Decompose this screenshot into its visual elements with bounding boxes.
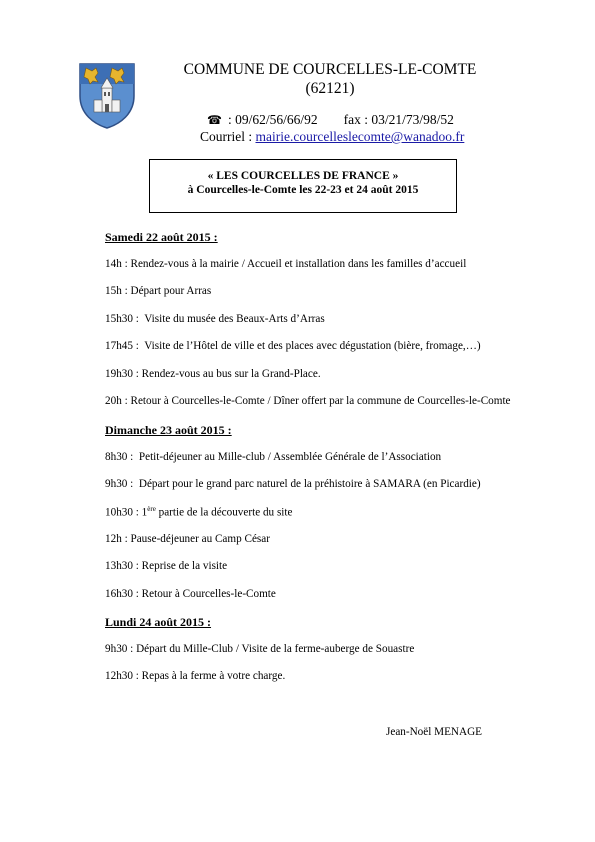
postcode: (62121) (305, 80, 355, 97)
schedule-item: 13h30 : Reprise de la visite (105, 560, 228, 572)
day-heading-saturday: Samedi 22 août 2015 : (105, 230, 218, 244)
day-heading-monday: Lundi 24 août 2015 : (105, 615, 212, 629)
schedule-item: 10h30 : 1ère partie de la découverte du site (105, 505, 293, 519)
fax-number: fax : 03/21/73/98/52 (343, 112, 454, 127)
schedule-item: 15h30 : Visite du musée des Beaux-Arts d’Arras (105, 313, 325, 325)
schedule-item: 12h : Pause-déjeuner au Camp César (105, 533, 270, 545)
email-line (200, 129, 464, 145)
event-subtitle: à Courcelles-le-Comte les 22-23 et 24 août 2015 (187, 184, 419, 196)
schedule-item: 9h30 : Départ du Mille-Club / Visite de la ferme-auberge de Souastre (105, 643, 415, 655)
event-title-box (149, 159, 457, 213)
schedule-item: 9h30 : Départ pour le grand parc naturel de la préhistoire à SAMARA (en Picardie) (105, 478, 481, 490)
schedule-item: 8h30 : Petit-déjeuner au Mille-club / Assemblée Générale de l’Association (105, 451, 442, 463)
commune-name: COMMUNE DE COURCELLES-LE-COMTE (183, 61, 477, 78)
coat-of-arms-icon (78, 62, 136, 130)
schedule-item: 20h : Retour à Courcelles-le-Comte / Dîner offert par la commune de Courcelles-le-Comte (105, 395, 511, 407)
day-heading-sunday: Dimanche 23 août 2015 : (105, 423, 232, 437)
phone-number: : 09/62/56/66/92 (227, 112, 318, 127)
event-title: « LES COURCELLES DE FRANCE » (207, 170, 399, 182)
email-link[interactable]: mairie.courcelleslecomte@wanadoo.fr (255, 129, 465, 144)
schedule-item: 12h30 : Repas à la ferme à votre charge. (105, 670, 286, 682)
schedule-item: 15h : Départ pour Arras (105, 285, 212, 297)
contact-line (207, 112, 454, 128)
schedule-item: 16h30 : Retour à Courcelles-le-Comte (105, 588, 276, 600)
email-label: Courriel : (200, 129, 253, 144)
telephone-icon: ☎ (207, 113, 222, 127)
schedule-item: 14h : Rendez-vous à la mairie / Accueil et installation dans les familles d’accueil (105, 258, 467, 270)
schedule-item: 17h45 : Visite de l’Hôtel de ville et des places avec dégustation (bière, fromage,…) (105, 340, 481, 352)
signature: Jean-Noël MENAGE (386, 726, 483, 738)
schedule-item: 19h30 : Rendez-vous au bus sur la Grand-Place. (105, 368, 321, 380)
